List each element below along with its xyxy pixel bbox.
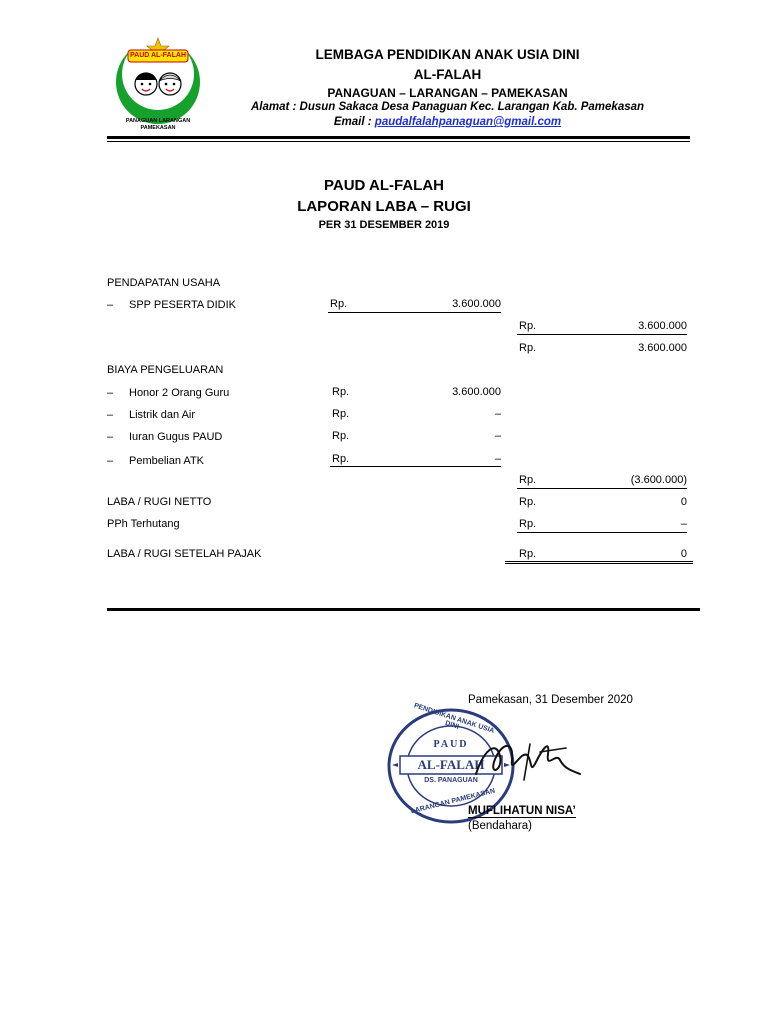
email-link[interactable]: paudalfalahpanaguan@gmail.com — [374, 116, 562, 128]
after-tax-double-underline-1 — [505, 561, 693, 562]
report-period: PER 31 DESEMBER 2019 — [318, 219, 450, 231]
after-tax-label: LABA / RUGI SETELAH PAJAK — [107, 548, 262, 560]
stamp-name: AL-FALAH — [417, 757, 485, 772]
expense-total-underline — [517, 488, 687, 489]
stamp-bottom-text: LARANGAN PAMEKASAN — [410, 787, 496, 816]
email-label: Email : — [333, 116, 375, 128]
report-title: LAPORAN LABA – RUGI — [297, 198, 471, 215]
expense-item-currency: Rp. — [332, 386, 350, 398]
logo-caption: PANAGUAN LARANGAN PAMEKASAN — [125, 118, 191, 131]
signer-role: (Bendahara) — [468, 820, 532, 832]
expense-item-dash: – — [107, 387, 114, 399]
tax-currency: Rp. — [519, 518, 537, 530]
income-heading: PENDAPATAN USAHA — [107, 277, 221, 289]
expense-item-currency: Rp. — [332, 453, 350, 465]
header-rule-thin — [107, 141, 690, 142]
expense-total-amount: (3.600.000) — [630, 474, 687, 486]
stamp-ds: DS. PANAGUAN — [424, 777, 478, 784]
expense-item-label: Pembelian ATK — [129, 455, 205, 467]
income-item-dash: – — [107, 299, 114, 311]
expense-item-dash: – — [107, 431, 114, 443]
expense-item-currency: Rp. — [332, 430, 350, 442]
income-item-currency: Rp. — [330, 298, 348, 310]
income-item-amount: 3.600.000 — [452, 298, 501, 310]
school-logo — [108, 36, 208, 132]
address-line: Alamat : Dusun Sakaca Desa Panaguan Kec. Larangan Kab. Pamekasan — [250, 101, 645, 113]
expense-item-amount: 3.600.000 — [452, 386, 501, 398]
report-org: PAUD AL-FALAH — [324, 177, 444, 194]
after-tax-amount: 0 — [680, 548, 687, 560]
handwritten-signature — [470, 730, 585, 790]
expense-total-currency: Rp. — [519, 474, 537, 486]
after-tax-double-underline-2 — [505, 563, 693, 564]
footer-rule — [107, 608, 700, 611]
tax-underline — [517, 532, 687, 533]
expense-item-label: Listrik dan Air — [129, 409, 196, 421]
expense-item-dash: – — [107, 455, 114, 467]
expense-item-currency: Rp. — [332, 408, 350, 420]
income-total-amount: 3.600.000 — [638, 342, 687, 354]
expense-item-amount: – — [494, 453, 501, 465]
email-line — [230, 116, 665, 128]
income-subtotal-underline — [517, 334, 687, 335]
income-item-underline — [328, 312, 501, 313]
location-line: PANAGUAN – LARANGAN – PAMEKASAN — [327, 86, 568, 100]
sign-place-date: Pamekasan, 31 Desember 2020 — [468, 694, 633, 706]
after-tax-currency: Rp. — [519, 548, 537, 560]
stamp-paud: PAUD — [433, 739, 469, 750]
tax-amount: – — [680, 518, 687, 530]
expense-item-dash: – — [107, 409, 114, 421]
expense-heading: BIAYA PENGELUARAN — [107, 364, 224, 376]
header-rule-thick — [107, 136, 690, 139]
institution-name: LEMBAGA PENDIDIKAN ANAK USIA DINI — [315, 47, 580, 62]
net-currency: Rp. — [519, 496, 537, 508]
tax-label: PPh Terhutang — [107, 518, 180, 530]
income-subtotal-currency: Rp. — [519, 320, 537, 332]
expense-item-amount: – — [494, 408, 501, 420]
income-total-currency: Rp. — [519, 342, 537, 354]
expense-item-label: Honor 2 Orang Guru — [129, 387, 230, 399]
logo-text: PAUD AL-FALAH — [130, 52, 186, 59]
expense-item-amount: – — [494, 430, 501, 442]
expense-item-underline — [330, 466, 501, 467]
stamp-top-text: PENDIDIKAN ANAK USIA DINI — [412, 702, 496, 735]
signer-name: MUFLIHATUN NISA’ — [468, 805, 576, 817]
school-name: AL-FALAH — [413, 67, 482, 82]
net-amount: 0 — [680, 496, 687, 508]
expense-item-label: Iuran Gugus PAUD — [129, 431, 223, 443]
net-label: LABA / RUGI NETTO — [107, 496, 212, 508]
income-subtotal-amount: 3.600.000 — [638, 320, 687, 332]
income-item-label: SPP PESERTA DIDIK — [129, 299, 236, 311]
